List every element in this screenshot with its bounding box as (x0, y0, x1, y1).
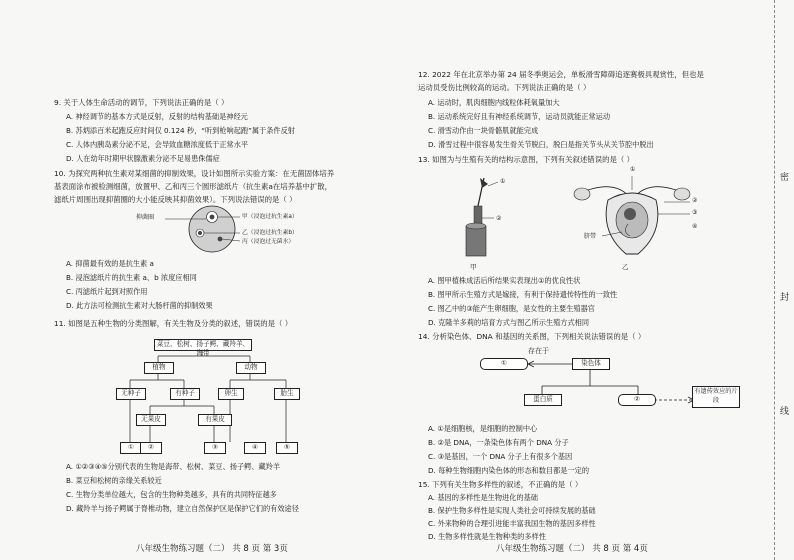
tree-no-seed: 无种子 (116, 388, 146, 400)
dish-bing-label: 丙（浸泡过无菌水） (242, 239, 295, 245)
q10-option-d: D. 此方法可检测抗生素对大肠杆菌的抑制效果 (66, 301, 213, 310)
q11-stem: 11. 如图是五种生物的分类图解，有关生物及分类的叙述，错误的是（ ） (54, 319, 293, 328)
left-column (54, 0, 408, 560)
q9-option-d: D. 人在幼年时期甲状腺激素分泌不足易患侏儒症 (66, 154, 220, 163)
uterus-figure (568, 176, 708, 262)
tree-animal: 动物 (236, 362, 266, 374)
binding-char-2: 封 (780, 293, 790, 303)
tree-peel: 有果皮 (198, 414, 232, 426)
tree-root: 菜豆、松树、扬子鳄、藏羚羊、海带 (154, 339, 252, 351)
uterus-mark-1: ① (630, 166, 636, 173)
q14-option-b: B. ②是 DNA，一条染色体有两个 DNA 分子 (428, 438, 569, 447)
tree-leaf-1: ① (120, 442, 142, 454)
left-footer: 八年级生物练习题（二） 共 8 页 第 3页 (136, 544, 288, 554)
q11-option-d: D. 藏羚羊与扬子鳄属于脊椎动物，建立自然保护区是保护它们的有效途径 (66, 504, 299, 513)
tree-leaf-5: ⑤ (276, 442, 298, 454)
tree-oviparous: 卵生 (218, 388, 244, 400)
uterus-mark-2: ② (692, 197, 698, 204)
q10-stem-1: 10. 为探究两种抗生素对某细菌的抑制效果，设计如图所示实验方案：在无菌固体培养 (54, 169, 335, 178)
umbilical-cord-label: 脐带 (584, 233, 597, 240)
binding-dashed-line (774, 0, 775, 560)
q15-option-c: C. 外来物种的合理引进能丰富我国生物的基因多样性 (428, 519, 596, 528)
protein-box: 蛋白质 (524, 394, 562, 406)
q12-option-d: D. 滑雪过程中很容易发生骨关节脱臼，脱臼是指关节头从关节腔中脱出 (428, 140, 654, 149)
q13-stem: 13. 如图为与生殖有关的结构示意图，下列有关叙述错误的是（ ） (418, 155, 635, 164)
q9-option-c: C. 人体内胰岛素分泌不足，会导致血糖浓度低于正常水平 (66, 140, 249, 149)
right-footer: 八年级生物练习题（二） 共 8 页 第 4页 (496, 544, 648, 554)
tree-seed: 有种子 (170, 388, 200, 400)
uterus-mark-4: ④ (692, 223, 698, 230)
q14-stem: 14. 分析染色体、DNA 和基因的关系图，下列相关说法错误的是（ ） (418, 332, 646, 341)
q13-option-c: C. 图乙中的③能产生卵细胞，是女性的主要生殖器官 (428, 304, 595, 313)
binding-char-3: 线 (780, 407, 790, 417)
q13-option-a: A. 图甲植株成活后所结果实表现出①的优良性状 (428, 276, 581, 285)
q10-option-c: C. 丙滤纸片起到对照作用 (66, 287, 148, 296)
q14-option-a: A. ①是细胞核，是细胞的控制中心 (428, 424, 538, 433)
binding-margin (768, 0, 794, 560)
q11-option-b: B. 菜豆和松树的亲缘关系较近 (66, 476, 162, 485)
tree-leaf-3: ③ (204, 442, 226, 454)
right-column (418, 0, 768, 560)
q13-option-b: B. 图甲所示生殖方式是嫁接，有利于保持遗传特性的一致性 (428, 290, 618, 299)
q12-stem-1: 12. 2022 年在北京举办第 24 届冬季奥运会，单板滑雪障碍追逐赛极具观赏性，但也是 (418, 70, 704, 79)
tree-no-peel: 无果皮 (136, 414, 166, 426)
inhibition-zone-label: 抑菌圈 (136, 214, 155, 221)
q9-option-a: A. 神经调节的基本方式是反射，反射的结构基础是神经元 (66, 112, 248, 121)
q11-option-a: A. ①②③④⑤分别代表的生物是海带、松树、菜豆、扬子鳄、藏羚羊 (66, 462, 281, 471)
tree-viviparous: 胎生 (274, 388, 300, 400)
figure-yi-label: 乙 (622, 263, 629, 271)
figure-jia-label: 甲 (470, 263, 477, 271)
q10-option-b: B. 浸泡滤纸片的抗生素 a、b 浓度应相同 (66, 273, 197, 282)
circle-1: ① (480, 358, 528, 370)
q12-option-c: C. 滑雪动作由一块骨骼肌就能完成 (428, 126, 539, 135)
q15-option-a: A. 基因的多样性是生物进化的基础 (428, 493, 538, 502)
q10-stem-3: 滤纸片周围出现抑菌圈的大小能反映其抑菌效果）。下列说法错误的是（ ） (54, 195, 297, 204)
q10-stem-2: 基表面涂布被检测细菌，放置甲、乙和丙三个圆形滤纸片（抗生素a在培养基中扩散， (54, 182, 332, 191)
tree-plant: 植物 (144, 362, 174, 374)
q15-option-b: B. 保护生物多样性是实现人类社会可持续发展的基础 (428, 506, 596, 515)
q12-option-b: B. 运动系统完好且有神经系统调节，运动员就能正常运动 (428, 112, 611, 121)
q15-option-d: D. 生物多样性就是生物种类的多样性 (428, 532, 546, 541)
tree-leaf-2: ② (140, 442, 162, 454)
graft-mark-2: ② (496, 215, 502, 222)
q9-option-b: B. 苏炳添百米起跑反应时间仅 0.124 秒，“听到枪响起跑”属于条件反射 (66, 126, 295, 135)
binding-char-1: 密 (780, 173, 790, 183)
exists-in-label: 存在于 (528, 347, 549, 355)
circle-2: ② (618, 394, 656, 406)
q13-option-d: D. 克隆羊多莉的培育方式与图乙所示生殖方式相同 (428, 318, 590, 327)
uterus-mark-3: ③ (692, 209, 698, 216)
q10-option-a: A. 抑菌最有效的是抗生素 a (66, 259, 154, 268)
q11-option-c: C. 生物分类单位越大，包含的生物种类越多，具有的共同特征越多 (66, 490, 277, 499)
graft-mark-1: ① (500, 178, 506, 185)
q12-option-a: A. 运动时，肌肉细胞内线粒体耗氧量加大 (428, 98, 560, 107)
q14-option-c: C. ③是基因，一个 DNA 分子上有很多个基因 (428, 452, 573, 461)
dish-jia-label: 甲（浸泡过抗生素a） (242, 214, 298, 220)
tree-leaf-4: ④ (244, 442, 266, 454)
q12-stem-2: 运动员受伤比例较高的运动。下列说法正确的是（ ） (418, 83, 591, 92)
q15-stem: 15. 下列有关生物多样性的叙述，不正确的是（ ） (418, 480, 583, 489)
dish-yi-label: 乙（浸泡过抗生素b） (242, 230, 298, 236)
chromosome-box: 染色体 (572, 358, 610, 370)
genetic-effect-box: 有遗传效应的片段 (692, 386, 740, 408)
q14-option-d: D. 每种生物细胞内染色体的形态和数目都是一定的 (428, 466, 590, 475)
q9-stem: 9. 关于人体生命活动的调节，下列说法正确的是（ ） (54, 98, 229, 107)
